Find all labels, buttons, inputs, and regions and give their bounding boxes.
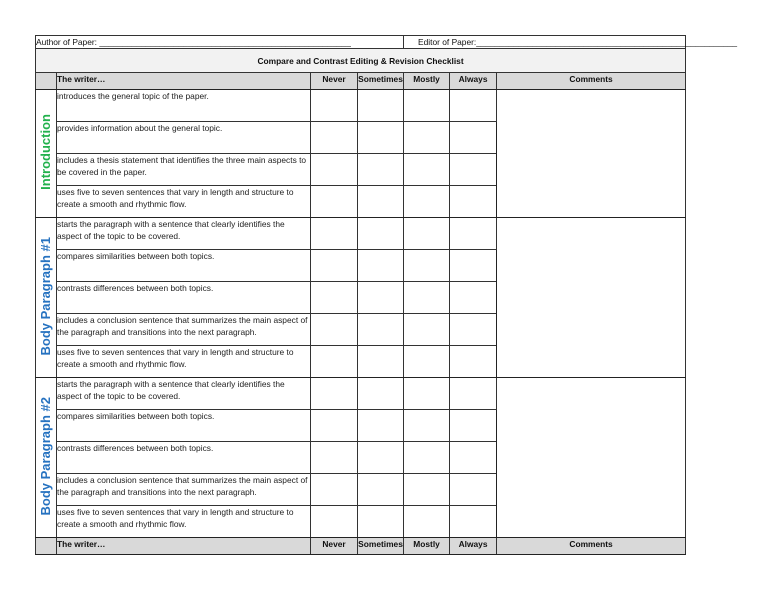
mostly-footer: Mostly (404, 538, 450, 555)
always-checkbox-cell[interactable] (450, 346, 497, 378)
criterion-text: starts the paragraph with a sentence that clearly identifies the aspect of the topic to be covered. (57, 378, 311, 410)
comments-header: Comments (497, 73, 686, 90)
sometimes-checkbox-cell[interactable] (358, 250, 404, 282)
mostly-checkbox-cell[interactable] (404, 282, 450, 314)
mostly-checkbox-cell[interactable] (404, 218, 450, 250)
sometimes-checkbox-cell[interactable] (358, 410, 404, 442)
column-footer-row (36, 538, 686, 555)
sometimes-checkbox-cell[interactable] (358, 442, 404, 474)
sometimes-checkbox-cell[interactable] (358, 186, 404, 218)
always-checkbox-cell[interactable] (450, 378, 497, 410)
never-checkbox-cell[interactable] (311, 346, 358, 378)
never-checkbox-cell[interactable] (311, 154, 358, 186)
sometimes-header: Sometimes (358, 73, 404, 90)
sometimes-checkbox-cell[interactable] (358, 378, 404, 410)
criterion-text: uses five to seven sentences that vary in length and structure to create a smooth and rhythmic flow. (57, 346, 311, 378)
header-blank-cell (36, 73, 57, 90)
mostly-checkbox-cell[interactable] (404, 186, 450, 218)
never-checkbox-cell[interactable] (311, 410, 358, 442)
mostly-checkbox-cell[interactable] (404, 378, 450, 410)
always-checkbox-cell[interactable] (450, 154, 497, 186)
sometimes-footer: Sometimes (358, 538, 404, 555)
sometimes-checkbox-cell[interactable] (358, 122, 404, 154)
mostly-header: Mostly (404, 73, 450, 90)
editor-blank[interactable]: ________________________________________________________ (476, 37, 738, 47)
author-field[interactable] (36, 36, 404, 49)
sometimes-checkbox-cell[interactable] (358, 506, 404, 538)
page-title: Compare and Contrast Editing & Revision Checklist (36, 49, 686, 73)
revision-checklist-table (35, 35, 738, 555)
criterion-text: uses five to seven sentences that vary in length and structure to create a smooth and rhythmic flow. (57, 506, 311, 538)
section-label-cell (36, 378, 57, 538)
always-checkbox-cell[interactable] (450, 474, 497, 506)
footer-blank-cell (36, 538, 57, 555)
criterion-text: includes a conclusion sentence that summarizes the main aspect of the paragraph and transitions into the next paragraph. (57, 314, 311, 346)
mostly-checkbox-cell[interactable] (404, 314, 450, 346)
column-header-row (36, 73, 686, 90)
mostly-checkbox-cell[interactable] (404, 90, 450, 122)
mostly-checkbox-cell[interactable] (404, 154, 450, 186)
section-label: Body Paragraph #2 (38, 396, 53, 516)
always-footer: Always (450, 538, 497, 555)
always-checkbox-cell[interactable] (450, 122, 497, 154)
checklist-row (36, 90, 686, 122)
never-checkbox-cell[interactable] (311, 378, 358, 410)
author-blank[interactable]: ______________________________________________________ (99, 37, 351, 47)
author-label: Author of Paper: (36, 37, 97, 47)
section-label: Introduction (38, 114, 53, 190)
editor-label: Editor of Paper: (418, 37, 477, 47)
never-checkbox-cell[interactable] (311, 474, 358, 506)
section-label-cell (36, 90, 57, 218)
never-checkbox-cell[interactable] (311, 186, 358, 218)
always-checkbox-cell[interactable] (450, 442, 497, 474)
editor-field[interactable] (404, 36, 738, 49)
comments-cell[interactable] (497, 218, 686, 378)
always-checkbox-cell[interactable] (450, 506, 497, 538)
criterion-text: introduces the general topic of the paper. (57, 90, 311, 122)
sometimes-checkbox-cell[interactable] (358, 346, 404, 378)
always-checkbox-cell[interactable] (450, 282, 497, 314)
always-checkbox-cell[interactable] (450, 186, 497, 218)
always-checkbox-cell[interactable] (450, 250, 497, 282)
always-header: Always (450, 73, 497, 90)
always-checkbox-cell[interactable] (450, 410, 497, 442)
comments-footer: Comments (497, 538, 686, 555)
never-checkbox-cell[interactable] (311, 314, 358, 346)
criterion-text: provides information about the general topic. (57, 122, 311, 154)
mostly-checkbox-cell[interactable] (404, 410, 450, 442)
never-checkbox-cell[interactable] (311, 90, 358, 122)
sometimes-checkbox-cell[interactable] (358, 474, 404, 506)
sometimes-checkbox-cell[interactable] (358, 282, 404, 314)
criterion-text: contrasts differences between both topics. (57, 442, 311, 474)
never-checkbox-cell[interactable] (311, 506, 358, 538)
writer-footer: The writer… (57, 538, 311, 555)
never-header: Never (311, 73, 358, 90)
sometimes-checkbox-cell[interactable] (358, 154, 404, 186)
checklist-row (36, 378, 686, 410)
mostly-checkbox-cell[interactable] (404, 122, 450, 154)
always-checkbox-cell[interactable] (450, 314, 497, 346)
writer-header: The writer… (57, 73, 311, 90)
names-row (36, 36, 686, 49)
mostly-checkbox-cell[interactable] (404, 506, 450, 538)
sometimes-checkbox-cell[interactable] (358, 218, 404, 250)
criterion-text: compares similarities between both topics. (57, 410, 311, 442)
sometimes-checkbox-cell[interactable] (358, 90, 404, 122)
mostly-checkbox-cell[interactable] (404, 346, 450, 378)
section-label: Body Paragraph #1 (38, 236, 53, 356)
never-checkbox-cell[interactable] (311, 218, 358, 250)
sometimes-checkbox-cell[interactable] (358, 314, 404, 346)
never-checkbox-cell[interactable] (311, 250, 358, 282)
criterion-text: compares similarities between both topics. (57, 250, 311, 282)
mostly-checkbox-cell[interactable] (404, 474, 450, 506)
never-checkbox-cell[interactable] (311, 282, 358, 314)
mostly-checkbox-cell[interactable] (404, 250, 450, 282)
never-checkbox-cell[interactable] (311, 442, 358, 474)
checklist-row (36, 218, 686, 250)
mostly-checkbox-cell[interactable] (404, 442, 450, 474)
criterion-text: starts the paragraph with a sentence that clearly identifies the aspect of the topic to be covered. (57, 218, 311, 250)
comments-cell[interactable] (497, 90, 686, 218)
comments-cell[interactable] (497, 378, 686, 538)
never-footer: Never (311, 538, 358, 555)
criterion-text: uses five to seven sentences that vary in length and structure to create a smooth and rhythmic flow. (57, 186, 311, 218)
criterion-text: includes a conclusion sentence that summarizes the main aspect of the paragraph and transitions into the next paragraph. (57, 474, 311, 506)
criterion-text: contrasts differences between both topics. (57, 282, 311, 314)
never-checkbox-cell[interactable] (311, 122, 358, 154)
section-label-cell (36, 218, 57, 378)
always-checkbox-cell[interactable] (450, 218, 497, 250)
criterion-text: includes a thesis statement that identifies the three main aspects to be covered in the paper. (57, 154, 311, 186)
always-checkbox-cell[interactable] (450, 90, 497, 122)
